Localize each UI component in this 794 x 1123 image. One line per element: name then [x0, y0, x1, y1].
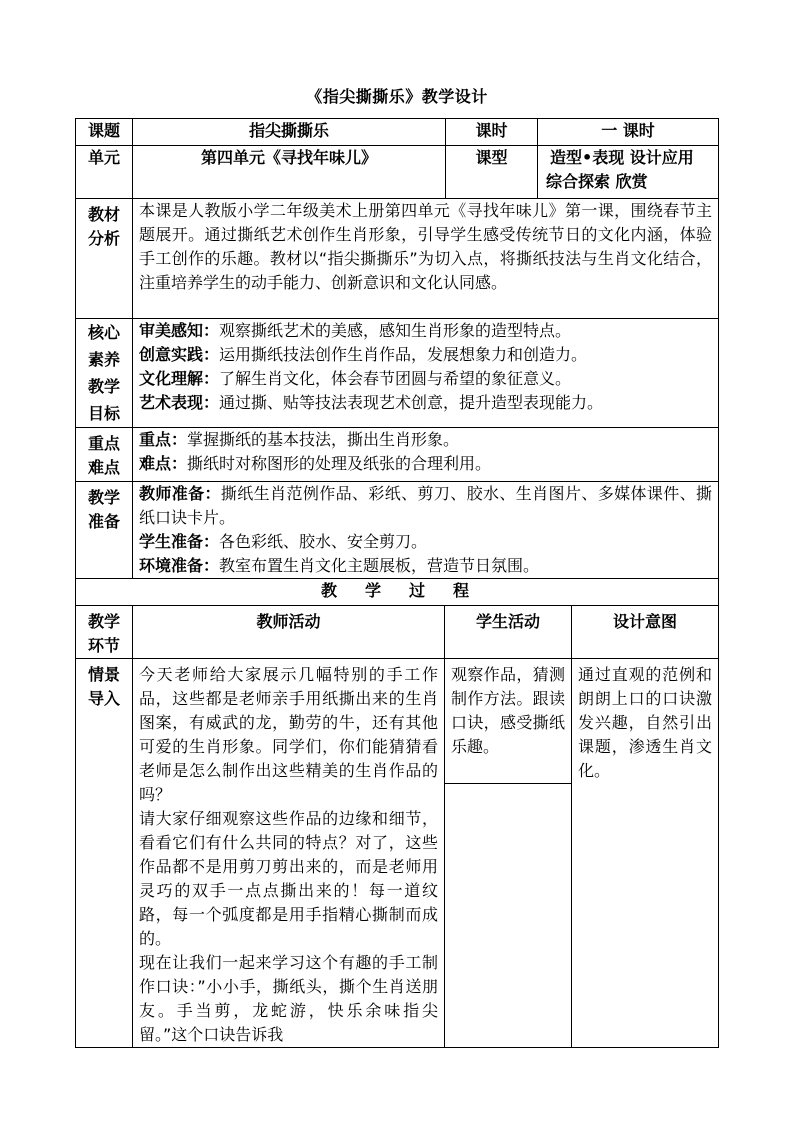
goal-item: [139, 319, 712, 343]
unit-label: 单元: [76, 146, 133, 199]
row-topic: [76, 119, 719, 146]
prep-text: 教室布置生肖文化主题展板，营造节日氛围。: [219, 556, 540, 575]
goals-label-line3: 教学: [87, 377, 120, 396]
keypoint-item: [139, 452, 712, 476]
type-value-line1: 造型•表现 设计应用: [550, 148, 694, 167]
prep-label: [76, 482, 133, 579]
goal-item: [139, 391, 712, 415]
analysis-label: [76, 199, 133, 319]
row-preparation: [76, 482, 719, 579]
prep-head: 教师准备：: [139, 484, 221, 503]
teacher-paragraph: 现在让我们一起来学习这个有趣的手工制作口诀：”小小手，撕纸头，撕个生肖送朋友。手当剪，龙蛇游，快乐余味指尖留。”这个口诀告诉我: [139, 953, 438, 1044]
goal-text: 了解生肖文化，体会春节团圆与希望的象征意义。: [219, 369, 572, 388]
student-activity: [445, 659, 572, 1048]
prep-label-line2: 准备: [87, 512, 120, 531]
goals-content: [133, 319, 719, 428]
keypoints-label-line1: 重点: [87, 434, 120, 453]
period-label: 课时: [446, 119, 538, 146]
teacher-paragraph: 请大家仔细观察这些作品的边缘和细节，看看它们有什么共同的特点？对了，这些作品都不是用剪刀剪出来的，而是老师用灵巧的双手一点点撕出来的！每一道纹路，每一个弧度都是用手指精心撕制而成的。: [139, 809, 438, 948]
stage-label-line2: 导入: [87, 689, 120, 708]
stage-label: [76, 659, 133, 1048]
keypoint-text: 掌握撕纸的基本技法，撕出生肖形象。: [187, 430, 460, 449]
goal-head: 文化理解：: [139, 369, 220, 388]
topic-value: 指尖撕撕乐: [133, 119, 446, 146]
row-process-title: [76, 579, 719, 606]
keypoints-content: [133, 428, 719, 482]
prep-item: [139, 482, 712, 530]
keypoint-head: 难点：: [139, 454, 188, 473]
goals-label-line2: 素养: [87, 350, 120, 369]
goal-item: [139, 367, 712, 391]
stage-row: [76, 659, 719, 1048]
goals-label: [76, 319, 133, 428]
analysis-label-line1: 教材: [87, 205, 120, 224]
stage-header-line1: 教学: [87, 612, 120, 631]
goal-head: 创意实践：: [139, 345, 220, 364]
process-header-row: [76, 606, 719, 659]
process-title: 教学过程: [76, 579, 719, 606]
prep-item: [139, 530, 712, 554]
stage-header: [76, 606, 133, 659]
prep-label-line1: 教学: [87, 488, 120, 507]
topic-label: 课题: [76, 119, 133, 146]
goal-text: 通过撕、贴等技法表现艺术创意，提升造型表现能力。: [219, 393, 604, 412]
row-unit: [76, 146, 719, 199]
prep-content: [133, 482, 719, 579]
type-value: [538, 146, 719, 199]
student-activity-header: 学生活动: [445, 606, 572, 659]
stage-header-line2: 环节: [87, 636, 120, 655]
goals-label-line4: 目标: [87, 404, 120, 423]
keypoint-head: 重点：: [139, 430, 188, 449]
period-value: 一 课时: [538, 119, 719, 146]
keypoints-label: [76, 428, 133, 482]
goal-item: [139, 343, 712, 367]
lesson-plan-table: [75, 118, 719, 606]
unit-value: 第四单元《寻找年味儿》: [133, 146, 446, 199]
keypoint-item: [139, 428, 712, 452]
row-goals: [76, 319, 719, 428]
type-label: 课型: [446, 146, 538, 199]
goal-head: 艺术表现：: [139, 393, 220, 412]
design-intent: 通过直观的范例和朗朗上口的口诀激发兴趣，自然引出课题，渗透生肖文化。: [572, 659, 719, 1048]
process-table: [75, 605, 719, 1048]
type-value-line2: 综合探索 欣赏: [546, 172, 648, 191]
goals-label-line1: 核心: [87, 323, 120, 342]
prep-item: [139, 554, 712, 578]
row-keypoints: [76, 428, 719, 482]
analysis-text: 本课是人教版小学二年级美术上册第四单元《寻找年味儿》第一课，围绕春节主题展开。通过撕纸艺术创作生肖形象，引导学生感受传统节日的文化内涵，体验手工创作的乐趣。教材以“指尖撕撕乐”为切入点，将撕纸技法与生肖文化结合，注重培养学生的动手能力、创新意识和文化认同感。: [133, 199, 719, 319]
document-title: 《指尖撕撕乐》教学设计: [306, 87, 488, 106]
student-activity-text: 观察作品，猜测制作方法。跟读口诀，感受撕纸乐趣。: [445, 663, 571, 784]
prep-text: 撕纸生肖范例作品、彩纸、剪刀、胶水、生肖图片、多媒体课件、撕纸口诀卡片。: [139, 484, 712, 527]
goal-text: 运用撕纸技法创作生肖作品，发展想象力和创造力。: [219, 345, 588, 364]
teacher-paragraph: 今天老师给大家展示几幅特别的手工作品，这些都是老师亲手用纸撕出来的生肖图案，有威武的龙，勤劳的牛，还有其他可爱的生肖形象。同学们，你们能猜猜看老师是怎么制作出这些精美的生肖作品的吗？: [139, 665, 438, 804]
design-intent-header: 设计意图: [572, 606, 719, 659]
teacher-activity: [133, 659, 445, 1048]
keypoint-text: 撕纸时对称图形的处理及纸张的合理利用。: [187, 454, 492, 473]
goal-head: 审美感知：: [139, 321, 220, 340]
keypoints-label-line2: 难点: [87, 458, 120, 477]
prep-text: 各色彩纸、胶水、安全剪刀。: [219, 532, 428, 551]
stage-label-line1: 情景: [87, 665, 120, 684]
prep-head: 学生准备：: [139, 532, 220, 551]
teacher-activity-header: 教师活动: [133, 606, 445, 659]
prep-head: 环境准备：: [139, 556, 220, 575]
analysis-label-line2: 分析: [87, 229, 120, 248]
row-analysis: [76, 199, 719, 319]
goal-text: 观察撕纸艺术的美感，感知生肖形象的造型特点。: [219, 321, 572, 340]
